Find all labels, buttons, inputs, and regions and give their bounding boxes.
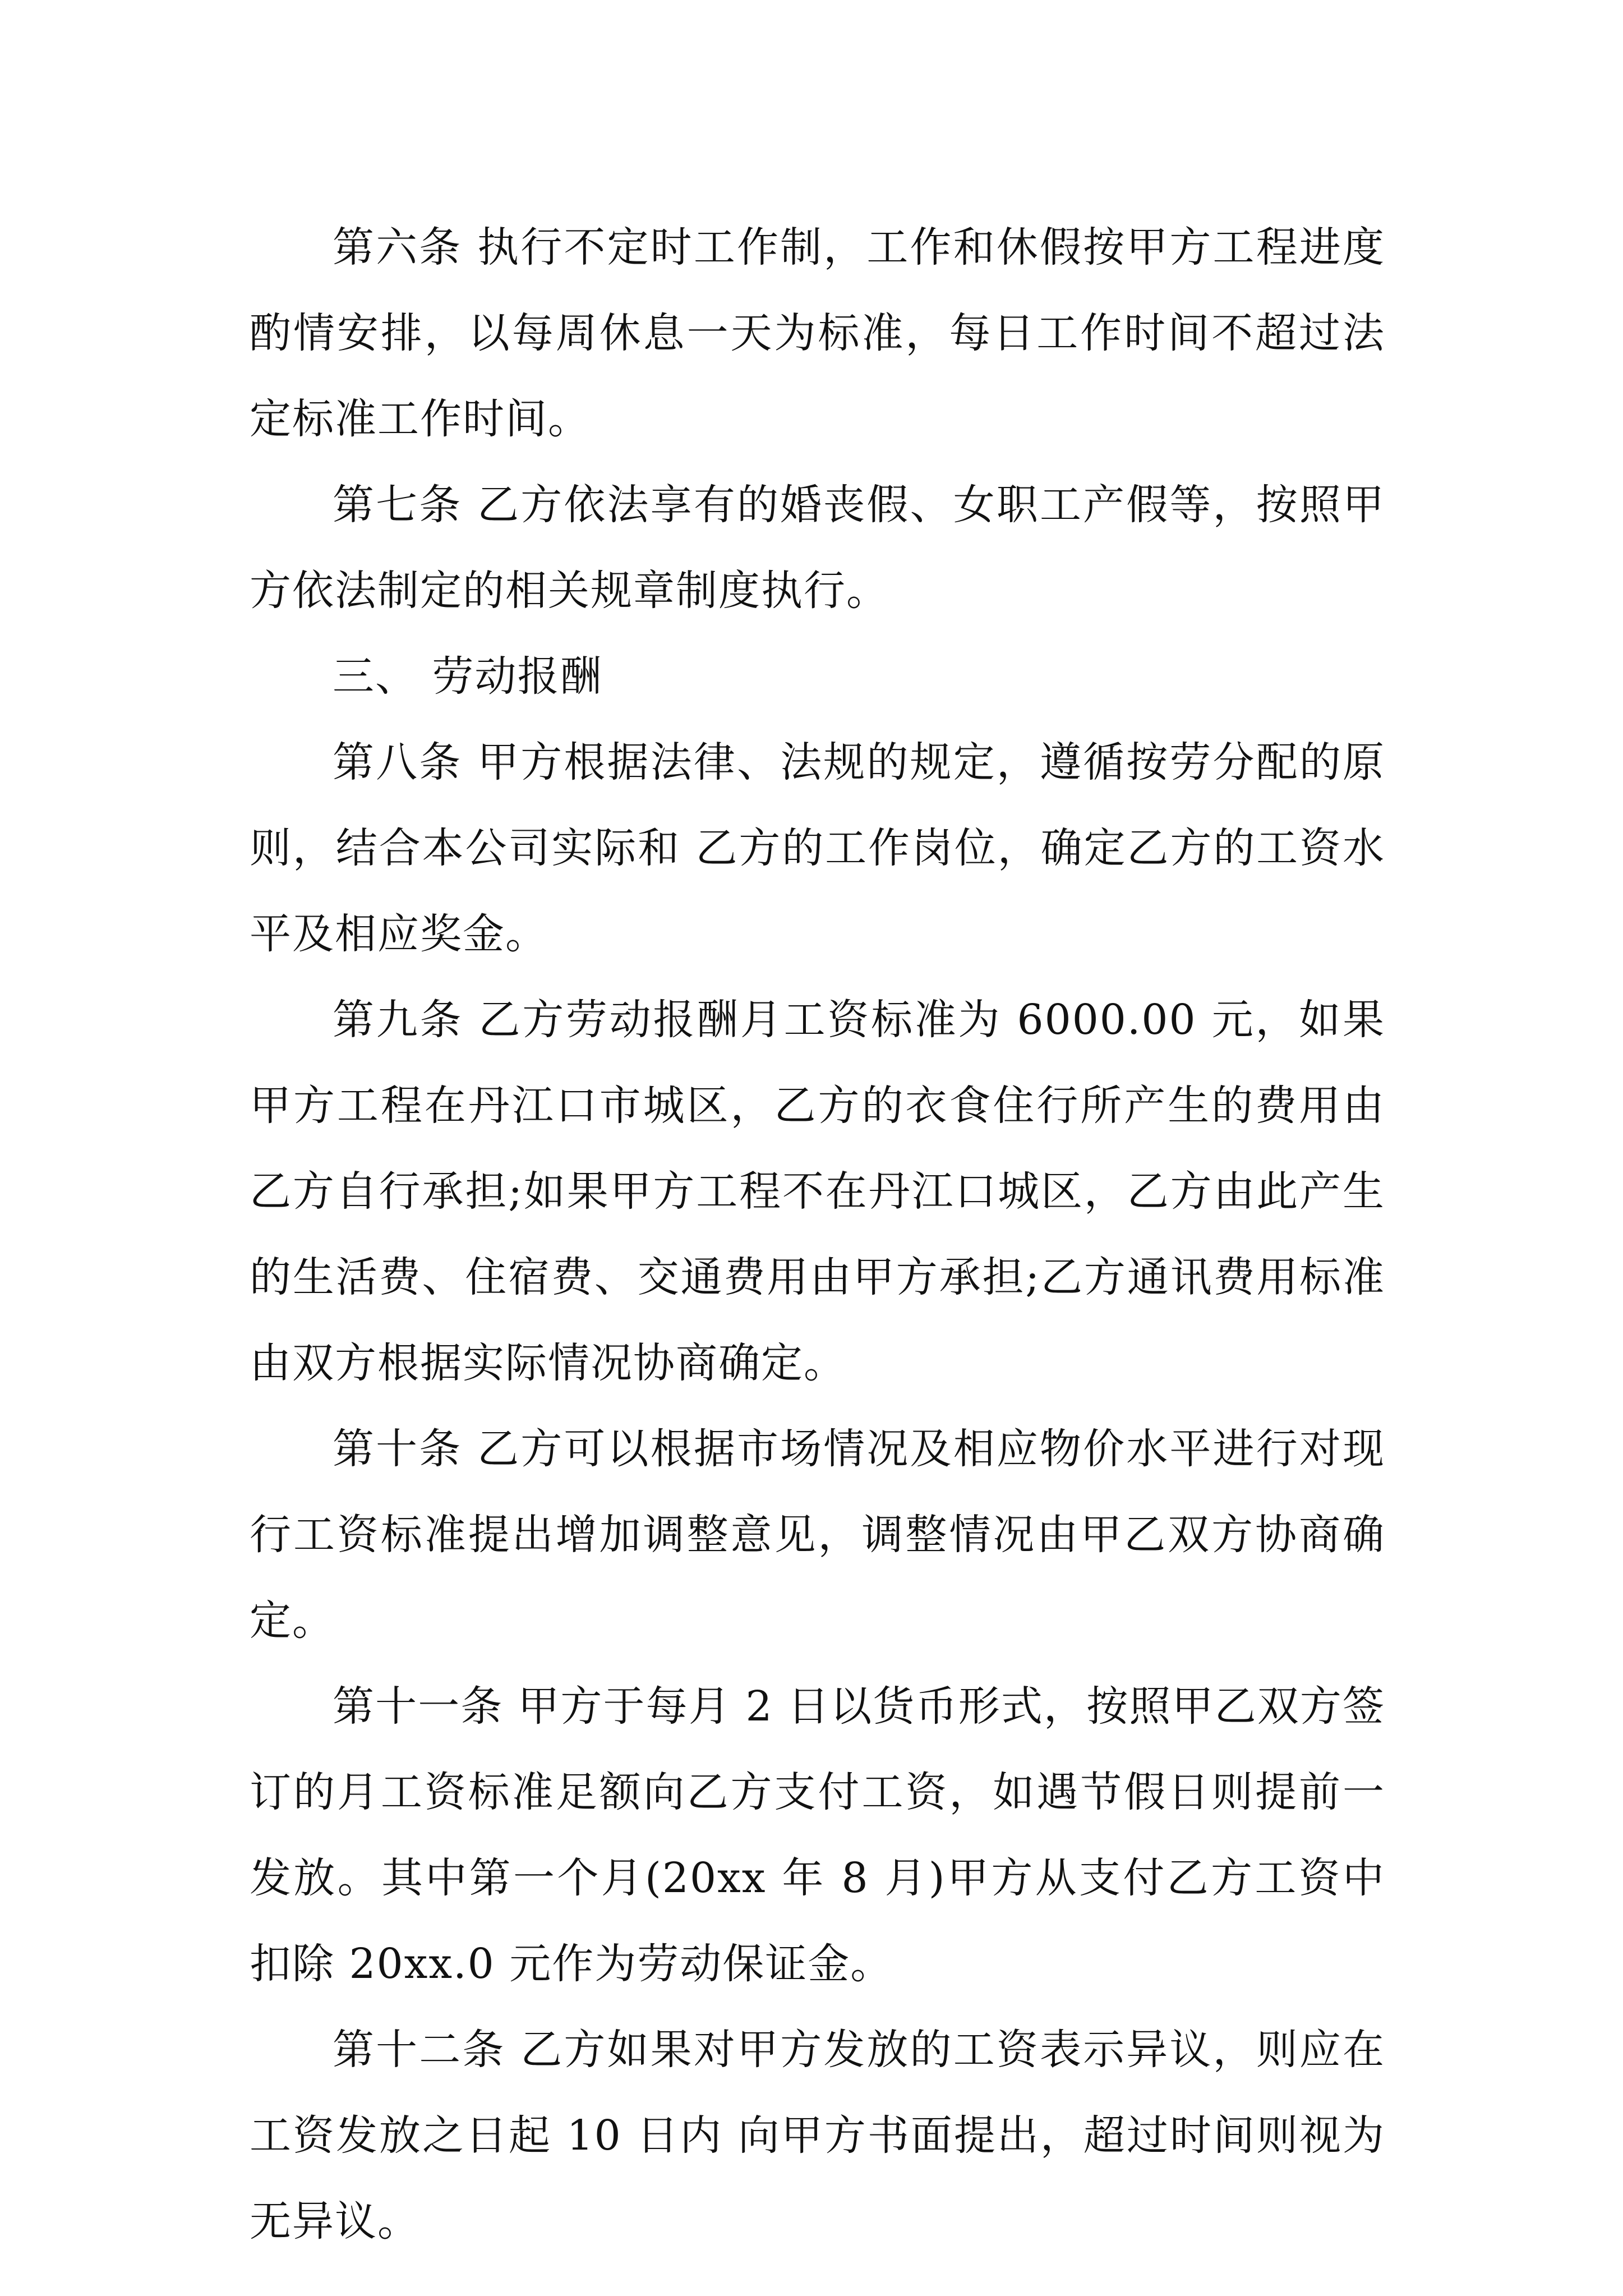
- article-6-paragraph: 第六条 执行不定时工作制，工作和休假按甲方工程进度酌情安排，以每周休息一天为标准，每日工作时间不超过法定标准工作时间。: [250, 223, 1385, 443]
- article-12-paragraph: 第十二条 乙方如果对甲方发放的工资表示异议，则应在工资发放之日起 10 日内 向甲方书面提出，超过时间则视为无异议。: [250, 2026, 1385, 2246]
- article-7-paragraph: 第七条 乙方依法享有的婚丧假、女职工产假等，按照甲方依法制定的相关规章制度执行。: [250, 481, 1385, 615]
- article-8-paragraph: 第八条 甲方根据法律、法规的规定，遵循按劳分配的原则，结合本公司实际和 乙方的工作岗位，确定乙方的工资水平及相应奖金。: [250, 738, 1385, 958]
- article-10-paragraph: 第十条 乙方可以根据市场情况及相应物价水平进行对现行工资标准提出增加调整意见，调整情况由甲乙双方协商确定。: [250, 1425, 1385, 1645]
- article-11-paragraph: 第十一条 甲方于每月 2 日以货币形式，按照甲乙双方签订的月工资标准足额向乙方支付工资，如遇节假日则提前一发放。其中第一个月(20xx 年 8 月)甲方从支付乙方工资中扣除 20xx.0 元作为劳动保证金。: [250, 1682, 1385, 1988]
- document-body: [250, 205, 1385, 2265]
- article-9-paragraph: 第九条 乙方劳动报酬月工资标准为 6000.00 元，如果甲方工程在丹江口市城区，乙方的衣食住行所产生的费用由乙方自行承担;如果甲方工程不在丹江口城区，乙方由此产生的生活费、住宿费、交通费用由甲方承担;乙方通讯费用标准由双方根据实际情况协商确定。: [250, 996, 1385, 1387]
- section-3-heading: 三、 劳动报酬: [333, 652, 603, 701]
